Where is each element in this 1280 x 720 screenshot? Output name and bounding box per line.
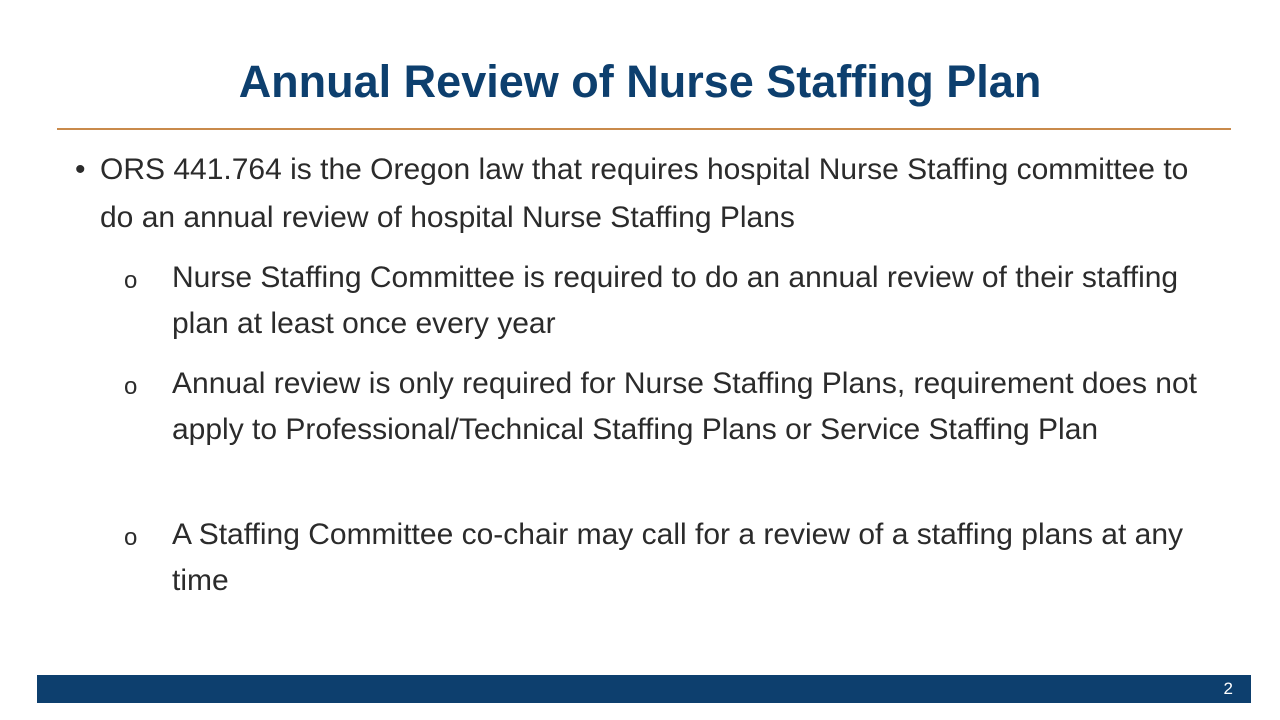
sub-bullet-marker: o bbox=[124, 373, 138, 400]
footer-bar bbox=[37, 675, 1251, 703]
title-divider bbox=[57, 128, 1231, 130]
bullet-text-main: ORS 441.764 is the Oregon law that requires hospital Nurse Staffing committee to do an annual review of hospital Nurse Staffing Plans bbox=[100, 153, 1189, 234]
slide-title: Annual Review of Nurse Staffing Plan bbox=[238, 56, 1042, 107]
sub-bullet-text: A Staffing Committee co-chair may call for a review of a staffing plans at any time bbox=[172, 518, 1184, 597]
bullet-marker: • bbox=[75, 153, 86, 186]
sub-bullet-marker: o bbox=[124, 524, 138, 551]
sub-bullet-text: Nurse Staffing Committee is required to do an annual review of their staffing plan at least once every year bbox=[172, 261, 1179, 340]
page-number: 2 bbox=[1223, 679, 1233, 698]
sub-bullet-marker: o bbox=[124, 267, 138, 294]
sub-bullet-text: Annual review is only required for Nurse Staffing Plans, requirement does not apply to Professional/Technical Staffing Plans or Service Staffing Plan bbox=[172, 367, 1197, 446]
